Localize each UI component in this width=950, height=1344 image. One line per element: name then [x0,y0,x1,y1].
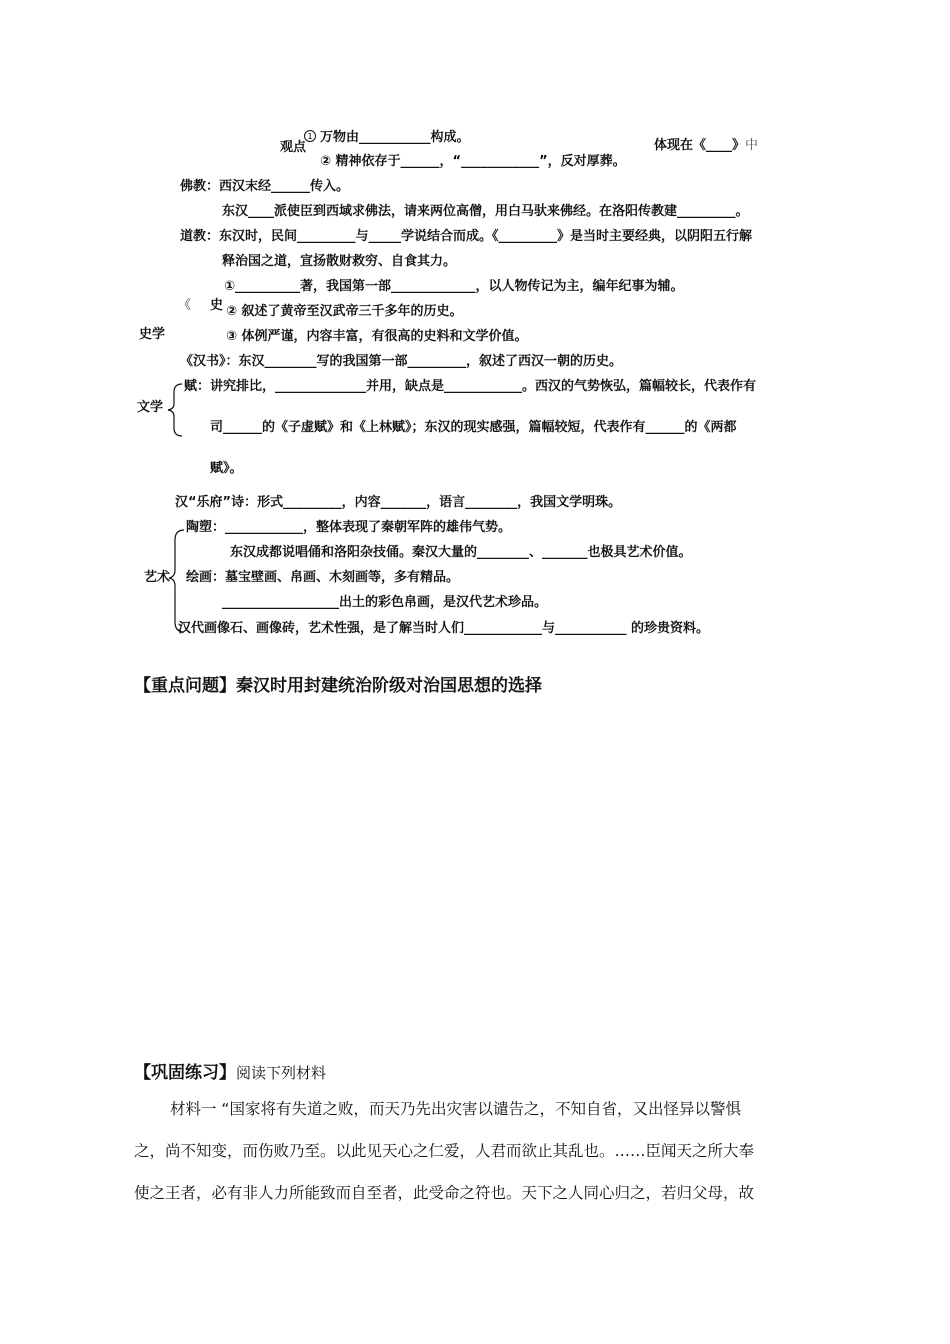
view-right-text: 体现在《____》 [654,138,746,153]
shiji-bracket: 《 [178,298,192,313]
taoism-line-2: 释治国之道，宣扬散财救穷、自食其力。 [222,254,457,269]
view-line-1: 万物由___________构成。 [320,130,470,145]
practice-head-tail: 阅读下列材料 [236,1064,327,1082]
history-line-3: ③ 体例严谨，内容丰富，有很高的史料和文学价值。 [226,329,528,344]
practice-head: 【巩固练习】 [134,1063,236,1083]
svg-text:1: 1 [307,132,313,141]
taoism-line-1: 道教：东汉时，民间_________与_____学说结合而成。《_________》是当时主要经典，以阴阳五行解 [180,229,753,244]
shiji-char: 史 [210,298,224,313]
art-line-3: 绘画：墓宝壁画、帛画、木刻画等，多有精品。 [186,570,460,585]
view-line-2: ② 精神依存于______，“____________”，反对厚葬。 [320,154,626,169]
buddhism-line-2: 东汉____派使臣到西域求佛法，请来两位高僧，用白马驮来佛经。在洛阳传教建_________。 [222,204,749,219]
buddhism-line-1: 佛教：西汉末经______传入。 [180,179,350,194]
view-right [654,137,758,155]
literature-brace-icon [166,382,186,438]
literature-line-2: 司______的《子虚赋》和《上林赋》；东汉的现实感强，篇幅较短，代表作有______的《两都 [210,420,737,435]
hanshu-line: 《汉书》：东汉________写的我国第一部_________，叙述了西汉一朝的历史。 [180,354,623,369]
art-line-2: 东汉成都说唱俑和洛阳杂技俑。秦汉大量的________、_______也极具艺术价值。 [230,545,692,560]
circled-one-icon [303,129,317,143]
key-issue-heading: 【重点问题】秦汉时用封建统治阶级对治国思想的选择 [134,676,542,696]
material-paragraph-line-2: 之，尚不知变，而伤败乃至。以此见天心之仁爱，人君而欲止其乱也。……臣闻天之所大奉 [134,1142,755,1160]
material-paragraph-line-1: 材料一 “国家将有失道之败，而天乃先出灾害以谴告之，不知自省，又出怪异以警惧 [170,1100,741,1118]
view-label: 观点 [280,140,307,155]
view-right-tail: 中 [745,138,759,153]
literature-line-1: 赋：讲究排比，______________并用，缺点是____________。西汉的气势恢弘，篇幅较长，代表作有 [184,379,757,394]
yuefu-line: 汉“乐府”诗：形式_________，内容_______，语言________，我国文学明珠。 [175,495,622,510]
history-line-2: ② 叙述了黄帝至汉武帝三千多年的历史。 [226,304,463,319]
art-line-4: __________________出土的彩色帛画，是汉代艺术珍品。 [222,595,548,610]
material-paragraph-line-3: 使之王者，必有非人力所能致而自至者，此受命之符也。天下之人同心归之，若归父母，故 [134,1184,755,1202]
literature-label: 文学 [137,400,164,415]
history-line-1: ①__________著，我国第一部_____________，以人物传记为主，编年纪事为辅。 [224,279,684,294]
literature-line-3: 赋》。 [210,461,243,476]
history-label: 史学 [139,327,166,342]
art-line-5: 汉代画像石、画像砖，艺术性强，是了解当时人们____________与___________ 的珍贵资料。 [178,621,710,636]
art-line-1: 陶塑：____________，整体表现了秦朝军阵的雄伟气势。 [186,520,512,535]
art-label: 艺术 [144,570,171,585]
practice-heading [134,1064,326,1084]
